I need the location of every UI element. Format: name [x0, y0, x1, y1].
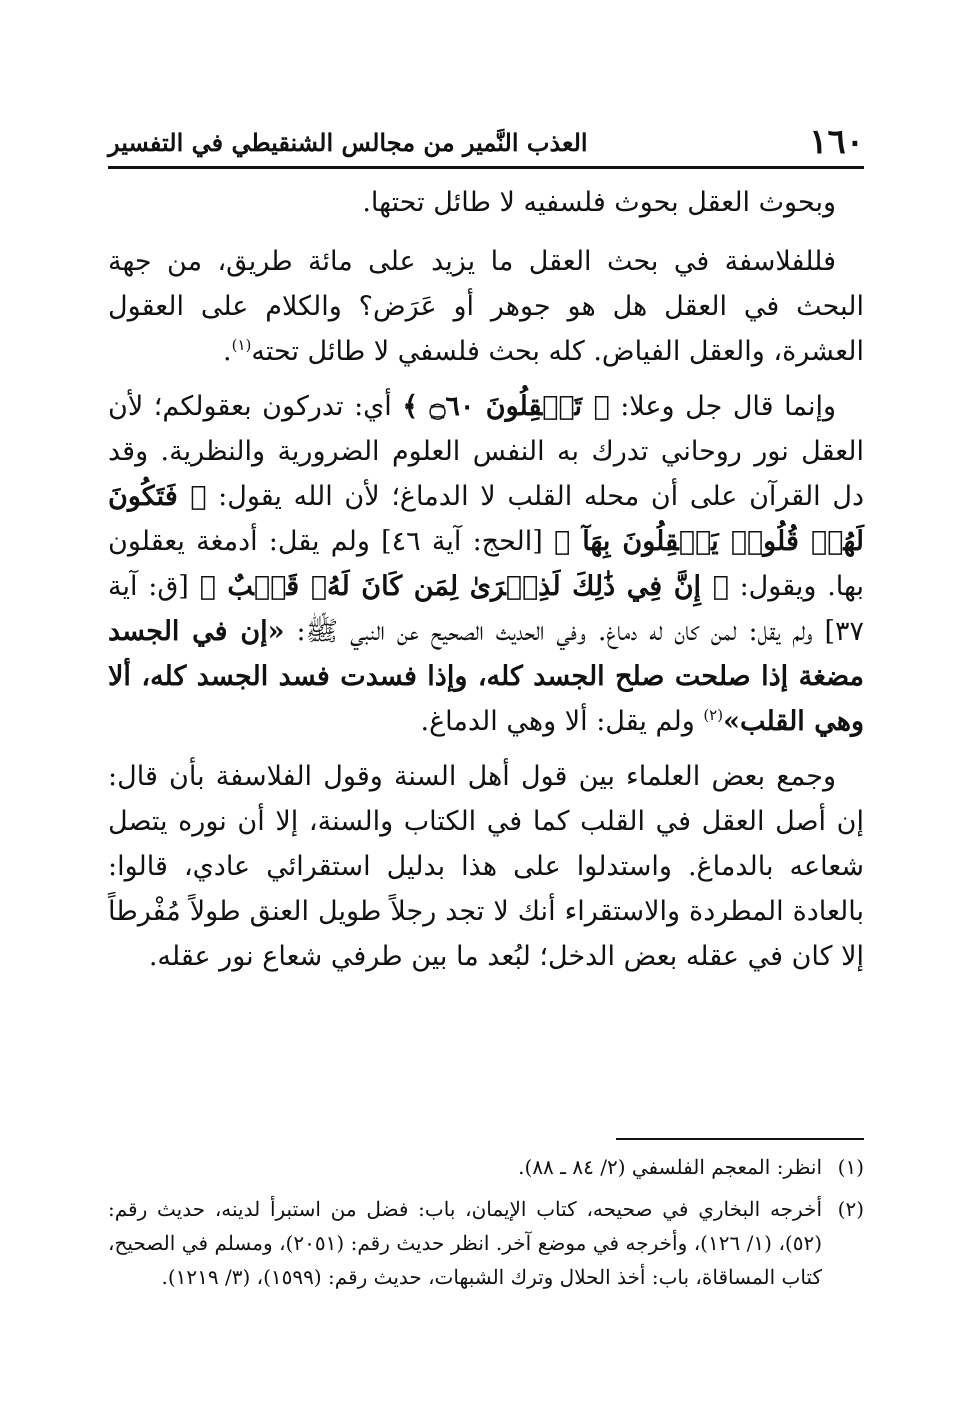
quran-quote-1: ﴿ تَعۡقِلُونَ ۝٦٠ ﴾ [402, 391, 610, 422]
paragraph-2-text: فللفلاسفة في بحث العقل ما يزيد على مائة طريق، من جهة البحث في العقل هل هو جوهر أو عَرَض؟ والكلام على العقول العشرة، والعقل الفياض. كله بحث فلسفي لا طائل تحته [108, 246, 864, 367]
footnote-marker: (٢) [837, 1197, 864, 1221]
paragraph-1: وبحوث العقل بحوث فلسفيه لا طائل تحتها. [362, 187, 836, 218]
paragraph-2 [108, 239, 864, 374]
footnote-text: أخرجه البخاري في صحيحه، كتاب الإيمان، باب: فضل من استبرأ لدينه، حديث رقم: (٥٢)، (١/ ١٢٦)، وأخرجه في موضع آخر. انظر حديث رقم: (٢٠٥١)، ومسلم في الصحيح، كتاب المساقاة، باب: أخذ الحلال وترك الشبهات، حديث رقم: (١٥٩٩)، (٣/ ١٢١٩). [108, 1197, 822, 1289]
paragraph-3-part-c: [الحج: آية ٤٦] ولم يقل: أدمغة يعقلون بها. ويقول: [108, 526, 864, 602]
footnote-marker: (١) [837, 1155, 864, 1179]
running-title: العذب النَّمير من مجالس الشنقيطي في التفسير [108, 127, 588, 157]
footnote-ref-1[interactable]: (١) [231, 336, 252, 354]
page-number: ١٦٠ [809, 122, 864, 162]
quran-quote-2: ﴿ فَتَكُونَ لَهُمۡ قُلُوبٞ يَعۡقِلُونَ بِهَآ ﴾ [108, 481, 864, 557]
paragraph-3-part-e: ولم يقل: ألا وهي الدماغ. [420, 706, 704, 737]
paragraph-2-end: . [223, 336, 232, 367]
footnote-2 [108, 1192, 864, 1294]
footnote-rule [616, 1138, 864, 1140]
paragraph-4: وجمع بعض العلماء بين قول أهل السنة وقول الفلاسفة بأن قال: إن أصل العقل في القلب كما في الكتاب والسنة، إلا أن نوره يتصل شعاعه بالدماغ. واستدلوا على هذا بدليل استقرائي عادي، قالوا: بالعادة المطردة والاستقراء أنك لا تجد رجلاً طويل العنق طولاً مُفْرطاً إلا كان في عقله بعض الدخل؛ لبُعد ما بين طرفي شعاع نور عقله. [108, 761, 864, 972]
footnote-1 [108, 1150, 864, 1184]
footnotes [108, 1150, 864, 1302]
paragraph-3-part-d: [ق: آية ٣٧] ولم يقل: لمن كان له دماغ. وفي الحديث الصحيح عن النبي ﷺ: [108, 571, 864, 647]
paragraph-3-part-b: أي: تدركون بعقولكم؛ لأن العقل نور روحاني تدرك به النفس العلوم الضرورية والنظرية. وقد دل القرآن على أن محله القلب لا الدماغ؛ لأن الله يقول: [108, 391, 864, 512]
hadith-quote: «إن في الجسد مضغة إذا صلحت صلح الجسد كله، وإذا فسدت فسد الجسد كله، ألا وهي القلب» [108, 616, 864, 737]
page-header [108, 120, 864, 164]
quran-quote-3: ﴿ إِنَّ فِي ذَٰلِكَ لَذِكۡرَىٰ لِمَن كَانَ لَهُۥ قَلۡبٌ ﴾ [199, 571, 729, 602]
paragraph-3 [108, 384, 864, 744]
paragraph-3-part-a: وإنما قال جل وعلا: [609, 391, 837, 422]
main-text [108, 180, 864, 989]
header-rule [108, 166, 864, 169]
footnote-text: انظر: المعجم الفلسفي (٢/ ٨٤ ـ ٨٨). [518, 1155, 822, 1179]
footnote-ref-2[interactable]: (٢) [703, 706, 724, 724]
